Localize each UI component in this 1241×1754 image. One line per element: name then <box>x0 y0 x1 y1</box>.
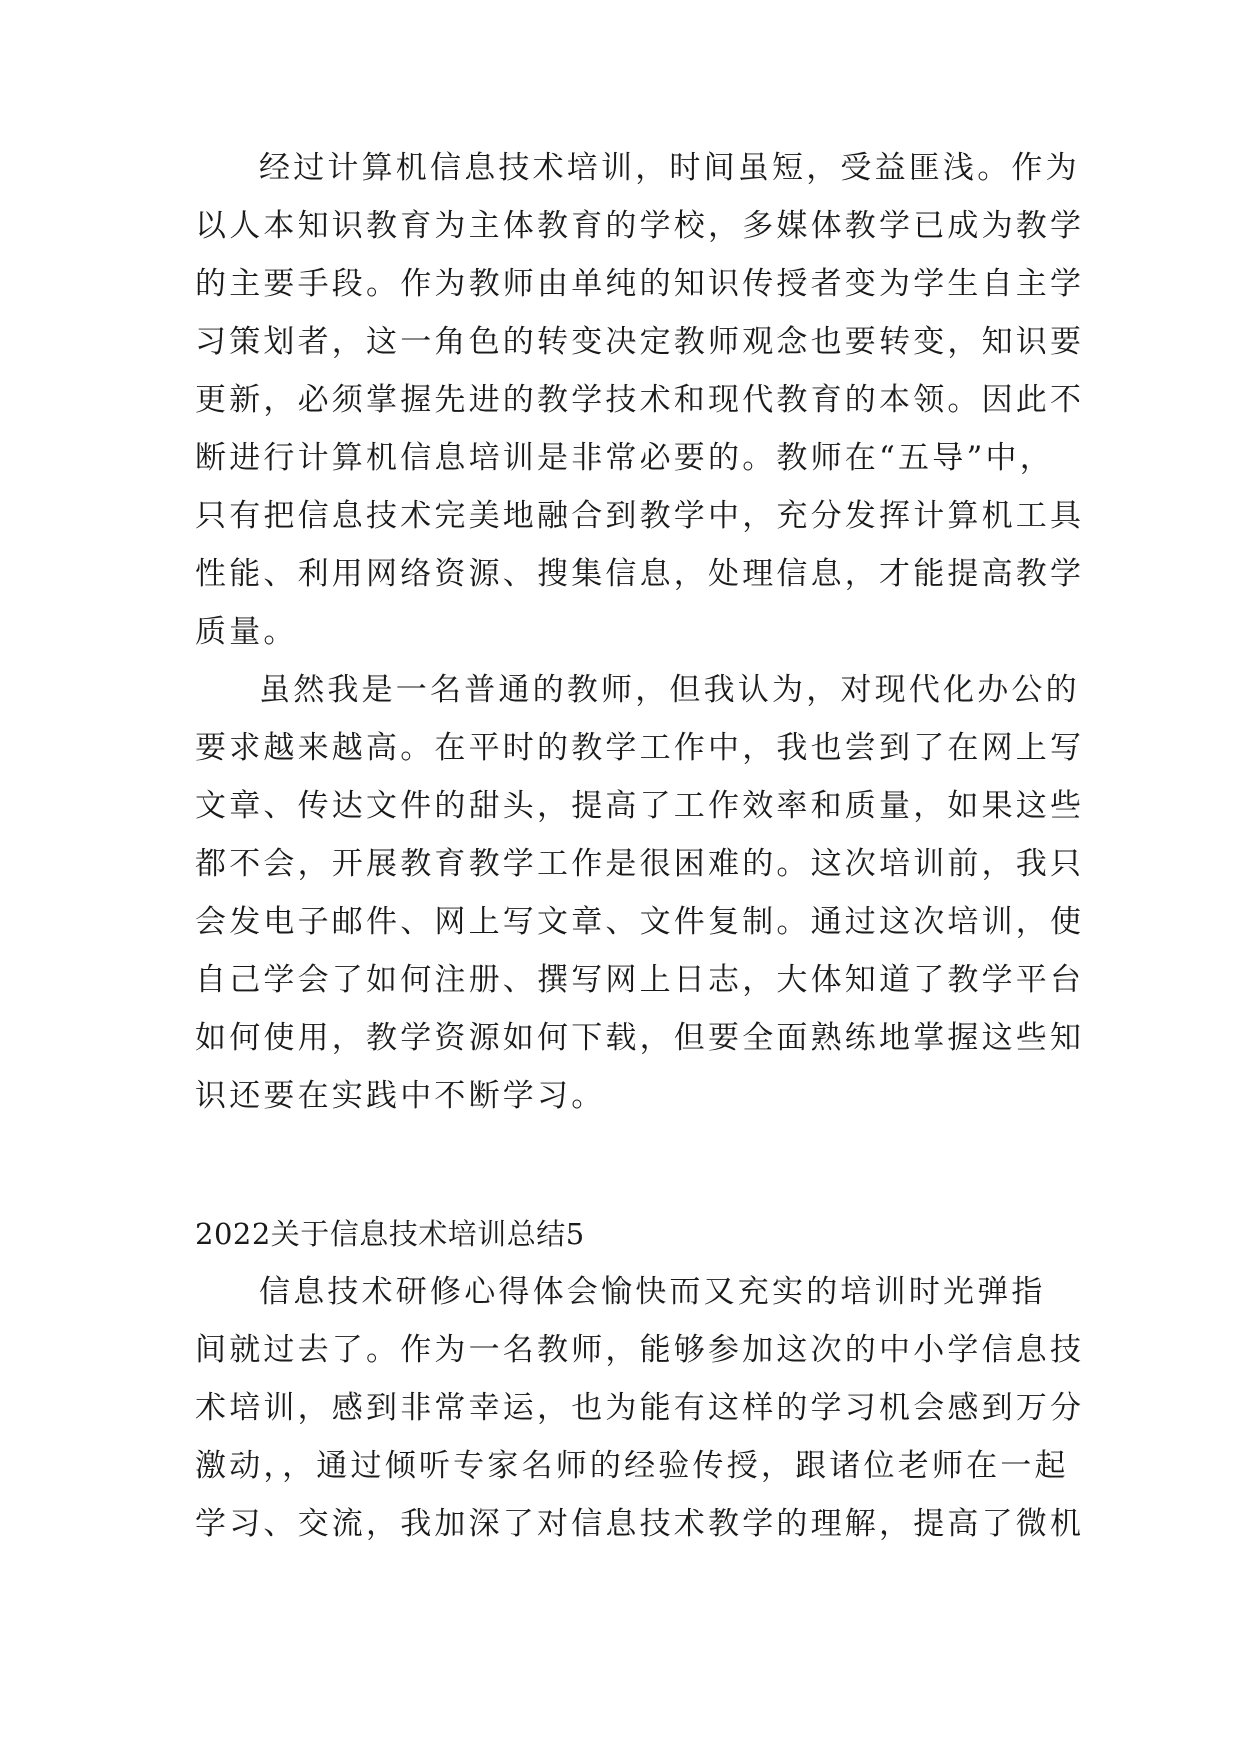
paragraph-1-line-4: 习策划者，这一角色的转变决定教师观念也要转变，知识要 <box>195 324 1085 360</box>
paragraph-2-line-8: 识还要在实践中不断学习。 <box>195 1078 606 1114</box>
paragraph-3-line-5: 学习、交流，我加深了对信息技术教学的理解，提高了微机 <box>195 1506 1085 1542</box>
paragraph-3-line-3: 术培训，感到非常幸运，也为能有这样的学习机会感到万分 <box>195 1390 1085 1426</box>
paragraph-3-line-2: 间就过去了。作为一名教师，能够参加这次的中小学信息技 <box>195 1332 1085 1368</box>
paragraph-3-line-4: 激动，，通过倾听专家名师的经验传授，跟诸位老师在一起 <box>195 1448 1069 1484</box>
paragraph-1-line-1: 经过计算机信息技术培训，时间虽短，受益匪浅。作为 <box>259 150 1080 186</box>
paragraph-1-line-7: 只有把信息技术完美地融合到教学中，充分发挥计算机工具 <box>195 498 1085 534</box>
paragraph-1-line-6: 断进行计算机信息培训是非常必要的。教师在“五导”中， <box>195 440 1054 476</box>
paragraph-1-line-5: 更新，必须掌握先进的教学技术和现代教育的本领。因此不 <box>195 382 1085 418</box>
paragraph-3-line-1: 信息技术研修心得体会愉快而又充实的培训时光弹指 <box>259 1274 1046 1310</box>
paragraph-2-line-4: 都不会，开展教育教学工作是很困难的。这次培训前，我只 <box>195 846 1085 882</box>
section-heading: 2022关于信息技术培训总结5 <box>195 1217 585 1251</box>
paragraph-2-line-2: 要求越来越高。在平时的教学工作中，我也尝到了在网上写 <box>195 730 1085 766</box>
paragraph-2-line-7: 如何使用，教学资源如何下载，但要全面熟练地掌握这些知 <box>195 1020 1085 1056</box>
paragraph-1-line-3: 的主要手段。作为教师由单纯的知识传授者变为学生自主学 <box>195 266 1085 302</box>
paragraph-1-line-8: 性能、利用网络资源、搜集信息，处理信息，才能提高教学 <box>195 556 1085 592</box>
paragraph-2-line-3: 文章、传达文件的甜头，提高了工作效率和质量，如果这些 <box>195 788 1085 824</box>
paragraph-2-line-5: 会发电子邮件、网上写文章、文件复制。通过这次培训，使 <box>195 904 1085 940</box>
paragraph-2-line-1: 虽然我是一名普通的教师，但我认为，对现代化办公的 <box>259 672 1080 708</box>
paragraph-1-line-2: 以人本知识教育为主体教育的学校，多媒体教学已成为教学 <box>195 208 1085 244</box>
paragraph-2-line-6: 自己学会了如何注册、撰写网上日志，大体知道了教学平台 <box>195 962 1085 998</box>
paragraph-1-line-9: 质量。 <box>195 614 298 650</box>
